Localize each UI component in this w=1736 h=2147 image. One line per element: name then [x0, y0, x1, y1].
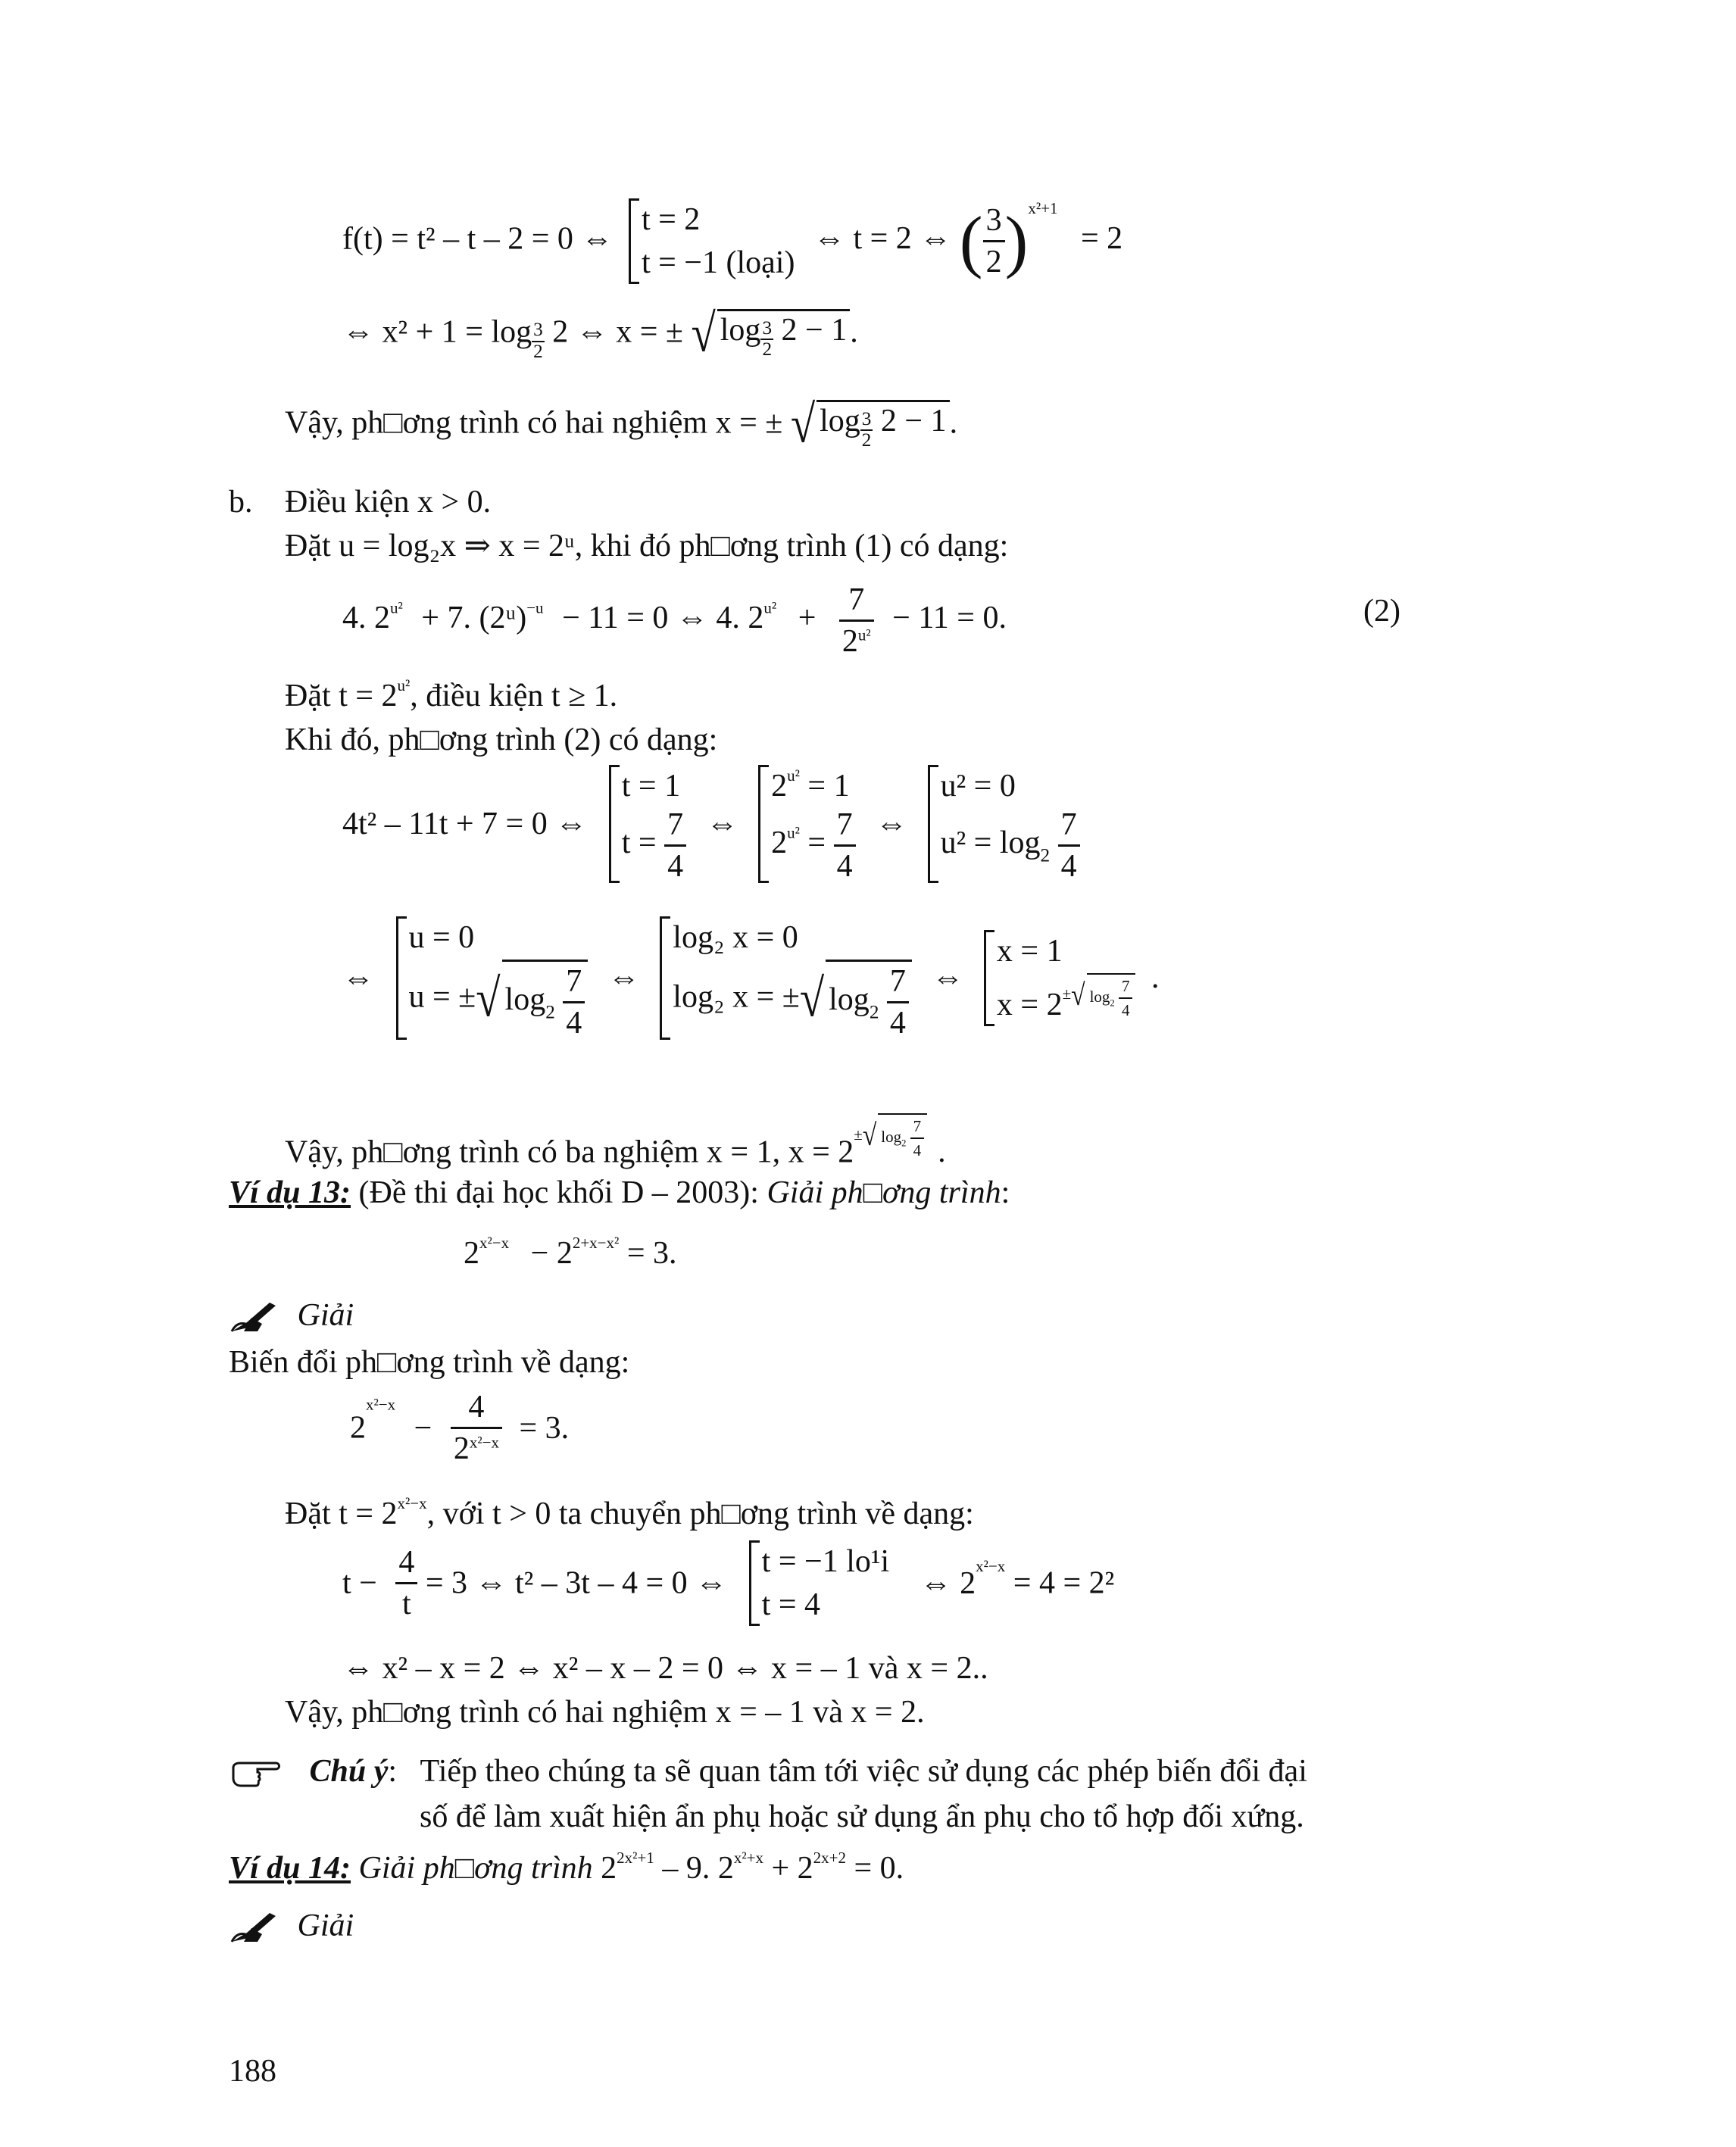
- system-brace: u = 0 u = ±√ $\log_2$ $\frac{7}{4}$: [396, 916, 589, 1040]
- solution-label: Giải: [229, 1300, 354, 1334]
- equation-2-tag: (2): [1363, 594, 1400, 629]
- sqrt-icon: √: [790, 395, 816, 454]
- example-13-line-x: ⇔ x² – x = 2 ⇔ x² – x – 2 = 0 ⇔ x = – 1 và x = 2..: [342, 1651, 988, 1686]
- example-13-heading: Ví dụ 13: (Đề thi đại học khối D – 2003): Giải ph□ơng trình:: [229, 1175, 1010, 1210]
- system-brace: t = 2 t = −1 (loại): [629, 198, 795, 284]
- system-brace: x = 1 $x = 2^{\pm√ log_2 \frac{7}{4}}$: [984, 930, 1136, 1026]
- pointing-hand-icon: [232, 1760, 282, 1787]
- note-line2: số để làm xuất hiện ẩn phụ hoặc sử dụng ẩn phụ cho tổ hợp đối xứng.: [420, 1799, 1304, 1834]
- example-13-line-t: t − $\frac{4}{t}$ = 3 ⇔ t² – 3t – 4 = 0 ⇔ t = −1 lo¹i t = 4 ⇔ $2^{x^2-x} = 4 = 2^2$: [342, 1540, 1114, 1626]
- quadratic-line: 4t² – 11t + 7 = 0 ⇔ t = 1 t = $\frac{7}{4}$ ⇔ $2^{u^2} = 1$ $2^{u^2}$ = $\frac{7}{4}$ ⇔ u² = 0 $u^2 = \log_2$ $\frac{7}{4}$: [342, 765, 1080, 883]
- part-b-then: Khi đó, ph□ơng trình (2) có dạng:: [285, 722, 718, 757]
- example-14-heading: Ví dụ 14: Giải ph□ơng trình $2^{2x^2+1} - 9$. $2^{x^2+x} + 2^{2x+2} = 0$.: [229, 1849, 904, 1886]
- example-13-transform: Biến đổi ph□ơng trình về dạng:: [229, 1345, 630, 1380]
- part-b-condition: Điều kiện x > 0.: [285, 485, 492, 520]
- part-b-label: b.: [229, 485, 253, 520]
- part-b-conclusion: Vậy, ph□ơng trình có ba nghiệm x = 1, $x = 2^{\pm√ log_2 \frac{7}{4}}$ .: [285, 1113, 946, 1168]
- system-brace: log₂ x = 0 log₂ x = ±√ $\log_2$ $\frac{7}{4}$: [660, 916, 912, 1040]
- example-13-equation: $2^{x^2-x} - 2^{2+x-x^2} = 3$.: [464, 1234, 677, 1271]
- solution-line-u: ⇔ u = 0 u = ±√ $\log_2$ $\frac{7}{4}$ ⇔ log₂ x = 0 log₂ x = ±√ $\log_2$ $\frac{7}{4}$ ⇔ x = 1 $x = 2^{\pm√ log_2 \frac{7}{4}}$ .: [342, 916, 1159, 1040]
- system-brace: t = −1 lo¹i t = 4: [749, 1540, 889, 1626]
- writing-hand-icon: [229, 1911, 282, 1945]
- writing-hand-icon: [229, 1301, 282, 1334]
- sqrt-icon: √: [691, 304, 716, 364]
- note-line1: Chú ý: Tiếp theo chúng ta sẽ quan tâm tới việc sử dụng các phép biến đổi đại: [232, 1755, 1307, 1787]
- example-13-eq-transformed: $2^{x^2-x}$ − $\frac{4}{2^{x^2-x}}$ = 3.: [350, 1390, 570, 1467]
- system-brace: u² = 0 $u^2 = \log_2$ $\frac{7}{4}$: [928, 765, 1080, 883]
- system-brace: t = 1 t = $\frac{7}{4}$: [609, 765, 686, 883]
- example-13-set-t: Đặt $t = 2^{x^2-x}$, với t > 0 ta chuyển ph□ơng trình về dạng:: [285, 1494, 974, 1531]
- part-a-conclusion: Vậy, ph□ơng trình có hai nghiệm x = ± √ log $\frac{3}{2}$ 2 − 1.: [285, 395, 958, 454]
- example-13-conclusion: Vậy, ph□ơng trình có hai nghiệm x = – 1 và x = 2.: [285, 1695, 925, 1730]
- fraction-three-halves: $\frac{3}{2}$: [983, 204, 1005, 279]
- page-number: 188: [229, 2054, 276, 2089]
- solution-label-14: Giải: [229, 1910, 354, 1945]
- part-a-line2: ⇔ x² + 1 = log $\frac{3}{2}$ 2 ⇔ x = ± √ log $\frac{3}{2}$ 2 − 1.: [342, 304, 858, 364]
- part-b-set-t: Đặt $t = 2^{u^2}$, điều kiện t ≥ 1.: [285, 676, 618, 713]
- part-a-line1: f(t) = t² – t – 2 = 0 ⇔ t = 2 t = −1 (loại) ⇔ t = 2 ⇔ ( $\frac{3}{2}$ )$^{x^2+1}$ = 2: [342, 198, 1122, 284]
- part-b-substitution: Đặt u = log₂x ⇒ x = 2ᵘ, khi đó ph□ơng trình (1) có dạng:: [285, 529, 1009, 563]
- system-brace: $2^{u^2} = 1$ $2^{u^2}$ = $\frac{7}{4}$: [758, 765, 855, 883]
- equation-2: 4. $2^{u^2} + 7$. (2ᵘ)$^{-u}$ − 11 = 0 ⇔ 4. $2^{u^2}$ + $\frac{7}{2^{u^2}}$ − 11 = 0.: [342, 582, 1007, 660]
